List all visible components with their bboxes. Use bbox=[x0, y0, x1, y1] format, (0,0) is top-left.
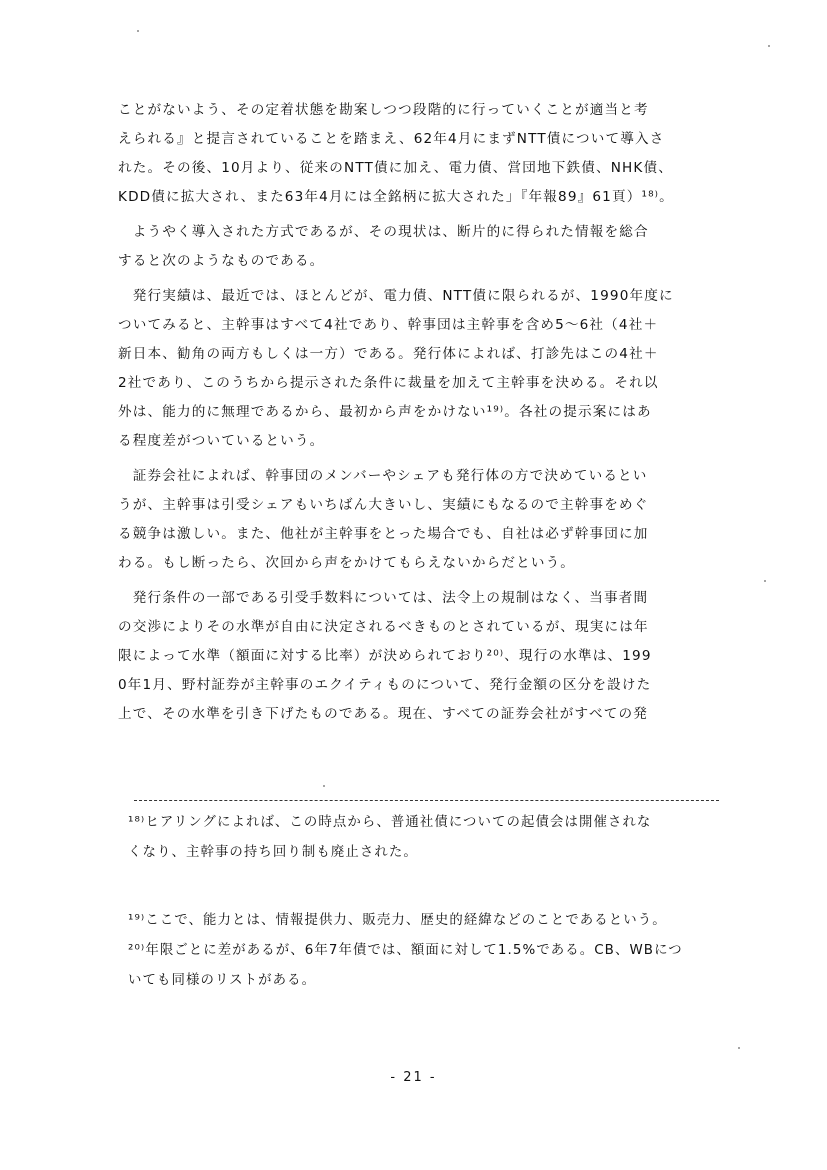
footnote-20: ²⁰⁾年限ごとに差があるが、6年7年債では、額面に対して1.5%である。CB、WBにつ bbox=[128, 943, 683, 958]
scan-speck bbox=[768, 45, 770, 47]
body-line: 外は、能力的に無理であるから、最初から声をかけない¹⁹⁾。各社の提示案にはあ bbox=[118, 404, 652, 420]
body-line: 証券会社によれば、幹事団のメンバーやシェアも発行体の方で決めているとい bbox=[118, 468, 648, 484]
body-line: 2社であり、このうちから提示された条件に裁量を加えて主幹事を決める。それ以 bbox=[118, 375, 659, 391]
body-line: 新日本、勧角の両方もしくは一方）である。発行体によれば、打診先はこの4社＋ bbox=[118, 346, 659, 362]
footnote-divider bbox=[134, 800, 719, 801]
body-line: る程度差がついているという。 bbox=[118, 433, 325, 449]
body-line: ついてみると、主幹事はすべて4社であり、幹事団は主幹事を含め5～6社（4社＋ bbox=[118, 317, 659, 333]
body-line: えられる』と提言されていることを踏まえ、62年4月にまずNTT債について導入さ bbox=[118, 131, 665, 147]
body-line: 限によって水準（額面に対する比率）が決められており²⁰⁾、現行の水準は、199 bbox=[118, 648, 652, 664]
footnote-18-cont: くなり、主幹事の持ち回り制も廃止された。 bbox=[128, 845, 418, 860]
scan-speck bbox=[137, 30, 139, 32]
scan-speck bbox=[323, 785, 325, 787]
body-line: ようやく導入された方式であるが、その現状は、断片的に得られた情報を総合 bbox=[118, 224, 649, 240]
body-line: KDD債に拡大され、また63年4月には全銘柄に拡大された」『年報89』61頁）¹⁸⁾。 bbox=[118, 189, 674, 205]
footnote-20-cont: いても同様のリストがある。 bbox=[128, 973, 317, 988]
scan-speck bbox=[764, 580, 766, 582]
body-line: 0年1月、野村証券が主幹事のエクイティものについて、発行金額の区分を設けた bbox=[118, 677, 652, 693]
body-line: ことがないよう、その定着状態を勘案しつつ段階的に行っていくことが適当と考 bbox=[118, 102, 649, 118]
body-text bbox=[118, 96, 718, 729]
footnote-19: ¹⁹⁾ここで、能力とは、情報提供力、販売力、歴史的経緯などのことであるという。 bbox=[128, 913, 667, 928]
body-line: 上で、その水準を引き下げたものである。現在、すべての証券会社がすべての発 bbox=[118, 706, 648, 722]
body-line: 発行実績は、最近では、ほとんどが、電力債、NTT債に限られるが、1990年度に bbox=[118, 288, 674, 304]
body-line: れた。その後、10月より、従来のNTT債に加え、電力債、営団地下鉄債、NHK債、 bbox=[118, 160, 673, 176]
page-number: - 21 - bbox=[390, 1070, 437, 1085]
footnotes bbox=[128, 808, 728, 996]
body-line: すると次のようなものである。 bbox=[118, 253, 325, 269]
body-line: の交渉によりその水準が自由に決定されるべきものとされているが、現実には年 bbox=[118, 619, 649, 635]
body-line: 発行条件の一部である引受手数料については、法令上の規制はなく、当事者間 bbox=[118, 590, 649, 606]
body-line: る競争は激しい。また、他社が主幹事をとった場合でも、自社は必ず幹事団に加 bbox=[118, 526, 649, 542]
scan-speck bbox=[738, 1047, 740, 1049]
body-line: うが、主幹事は引受シェアもいちばん大きいし、実績にもなるので主幹事をめぐ bbox=[118, 497, 649, 513]
footnote-18: ¹⁸⁾ヒアリングによれば、この時点から、普通社債についての起債会は開催されな bbox=[128, 815, 652, 830]
body-line: わる。もし断ったら、次回から声をかけてもらえないからだという。 bbox=[118, 555, 576, 571]
